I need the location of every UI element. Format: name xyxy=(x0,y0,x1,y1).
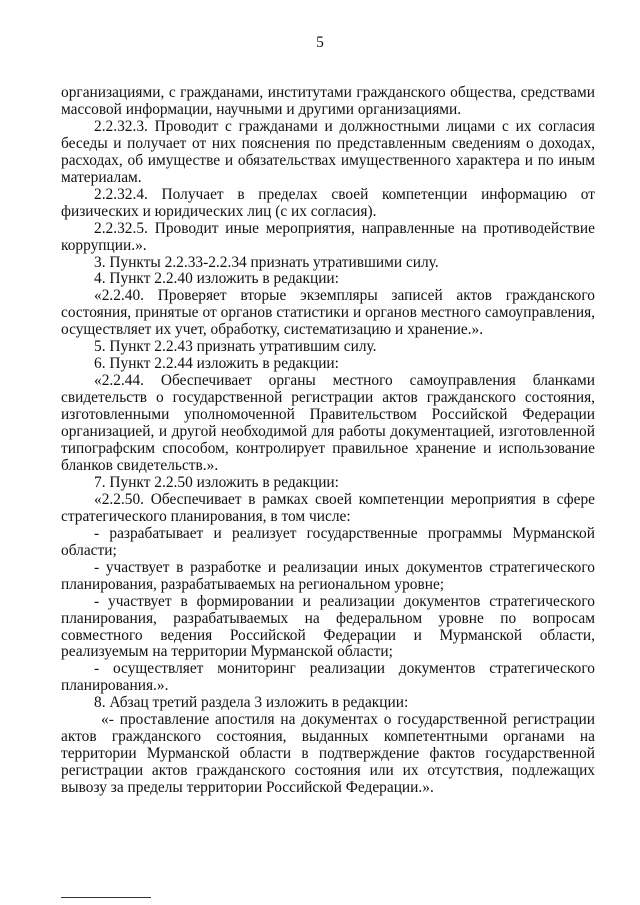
list-item-state-programs: - разрабатывает и реализует государственные программы Мурманской области; xyxy=(61,524,595,559)
paragraph-continuation: организациями, с гражданами, институтами гражданского общества, средствами массовой информации, научными и другими организациями. xyxy=(61,84,595,118)
list-item-regional-planning: - участвует в разработке и реализации иных документов стратегического планирования, разрабатываемых на региональном уровне; xyxy=(61,558,595,593)
amendment-item-6: 6. Пункт 2.2.44 изложить в редакции: xyxy=(94,355,339,373)
list-item-federal-planning: - участвует в формировании и реализации документов стратегического планирования, разрабатываемых на федеральном уровне по вопросам совместного ведения Российской Федерации и Мурманской области, реализуемым на территории Мурманской области; xyxy=(61,592,595,661)
paragraph-apostille: «- проставление апостиля на документах о государственной регистрации актов гражданского состояния, выданных компетентными органами на территории Мурманской области в подтверждение фактов государственной регистрации актов гражданского состояния или их отсутствия, подлежащих вывозу за пределы территории Российской Федерации.». xyxy=(61,711,595,797)
document-body xyxy=(61,85,595,797)
paragraph-2-2-32-4: 2.2.32.4. Получает в пределах своей компетенции информацию от физических и юридических лиц (с их согласия). xyxy=(61,185,595,220)
amendment-item-7: 7. Пункт 2.2.50 изложить в редакции: xyxy=(94,473,339,491)
amendment-item-5: 5. Пункт 2.2.43 признать утратившим силу. xyxy=(94,338,377,356)
amendment-item-8: 8. Абзац третий раздела 3 изложить в редакции: xyxy=(94,694,409,712)
amendment-item-3: 3. Пункты 2.2.33-2.2.34 признать утратившими силу. xyxy=(94,253,439,271)
paragraph-2-2-44: «2.2.44. Обеспечивает органы местного самоуправления бланками свидетельств о государственной регистрации актов гражданского состояния, изготовленными уполномоченной Правительством Российской Федерации организацией, и другой необходимой для работы документацией, изготовленной типографским способом, контролирует правильное хранение и использование бланков свидетельств.». xyxy=(61,372,595,474)
amendment-item-4: 4. Пункт 2.2.40 изложить в редакции: xyxy=(94,270,339,288)
list-item-monitoring: - осуществляет мониторинг реализации документов стратегического планирования.». xyxy=(61,660,595,695)
paragraph-2-2-32-3: 2.2.32.3. Проводит с гражданами и должностными лицами с их согласия беседы и получает от них пояснения по представленным сведениям о доходах, расходах, об имуществе и обязательствах имущественного характера и по иным материалам. xyxy=(61,117,595,186)
footer-divider xyxy=(61,897,151,898)
paragraph-2-2-32-5: 2.2.32.5. Проводит иные мероприятия, направленные на противодействие коррупции.». xyxy=(61,219,595,254)
paragraph-2-2-40: «2.2.40. Проверяет вторые экземпляры записей актов гражданского состояния, принятые от органов статистики и органов местного самоуправления, осуществляет их учет, обработку, систематизацию и хранение.». xyxy=(61,287,595,339)
paragraph-2-2-50: «2.2.50. Обеспечивает в рамках своей компетенции мероприятия в сфере стратегического планирования, в том числе: xyxy=(61,490,595,525)
page-number: 5 xyxy=(316,34,324,51)
